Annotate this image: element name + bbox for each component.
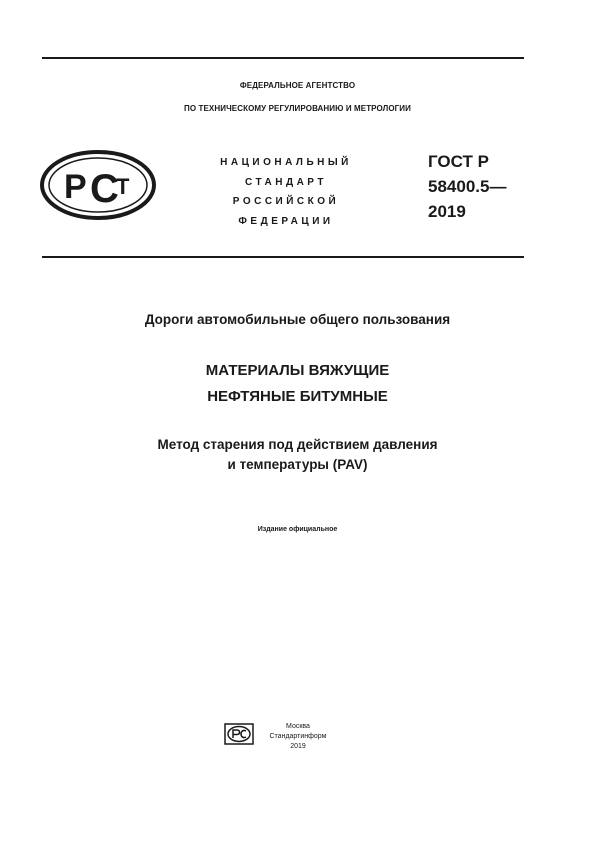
publisher-name: Стандартинформ [269, 733, 327, 740]
title-line-2: НЕФТЯНЫЕ БИТУМНЫЕ [207, 388, 388, 405]
logo-letter-r: Р [64, 168, 87, 206]
agency-line-1: ФЕДЕРАЛЬНОЕ АГЕНТСТВО [239, 81, 356, 90]
document-subject: Дороги автомобильные общего пользования [144, 312, 451, 327]
logo-letter-t: Т [116, 174, 130, 199]
standard-line: СТАНДАРТ [245, 176, 327, 188]
subtitle-line-2: и температуры (PAV) [227, 457, 368, 472]
edition-note: Издание официальное [257, 526, 338, 533]
publisher-year: 2019 [290, 743, 306, 750]
russian-line: РОССИЙСКОЙ [232, 196, 340, 207]
title-line-1: МАТЕРИАЛЫ ВЯЖУЩИЕ [205, 362, 390, 379]
document-title [0, 358, 595, 410]
agency-line-2: ПО ТЕХНИЧЕСКОМУ РЕГУЛИРОВАНИЮ И МЕТРОЛОГИИ [183, 104, 412, 113]
standartinform-logo-icon [224, 723, 254, 745]
national-line: НАЦИОНАЛЬНЫЙ [220, 157, 352, 168]
subtitle-line-1: Метод старения под действием давления [157, 437, 438, 452]
standard-code-year: 2019 [428, 202, 466, 221]
publisher-city: Москва [286, 723, 310, 730]
federation-line: ФЕДЕРАЦИИ [238, 215, 334, 227]
document-subtitle [0, 435, 595, 475]
standard-code-block [428, 149, 538, 224]
standard-code-number: 58400.5— [428, 177, 507, 196]
bottom-divider [42, 256, 524, 258]
publisher-imprint [262, 722, 334, 752]
national-standard-block [193, 153, 379, 231]
top-divider [42, 57, 524, 59]
logo-letter-c: С [90, 167, 119, 211]
standard-code-prefix: ГОСТ Р [428, 152, 489, 171]
gost-r-certification-mark-icon [40, 150, 156, 220]
